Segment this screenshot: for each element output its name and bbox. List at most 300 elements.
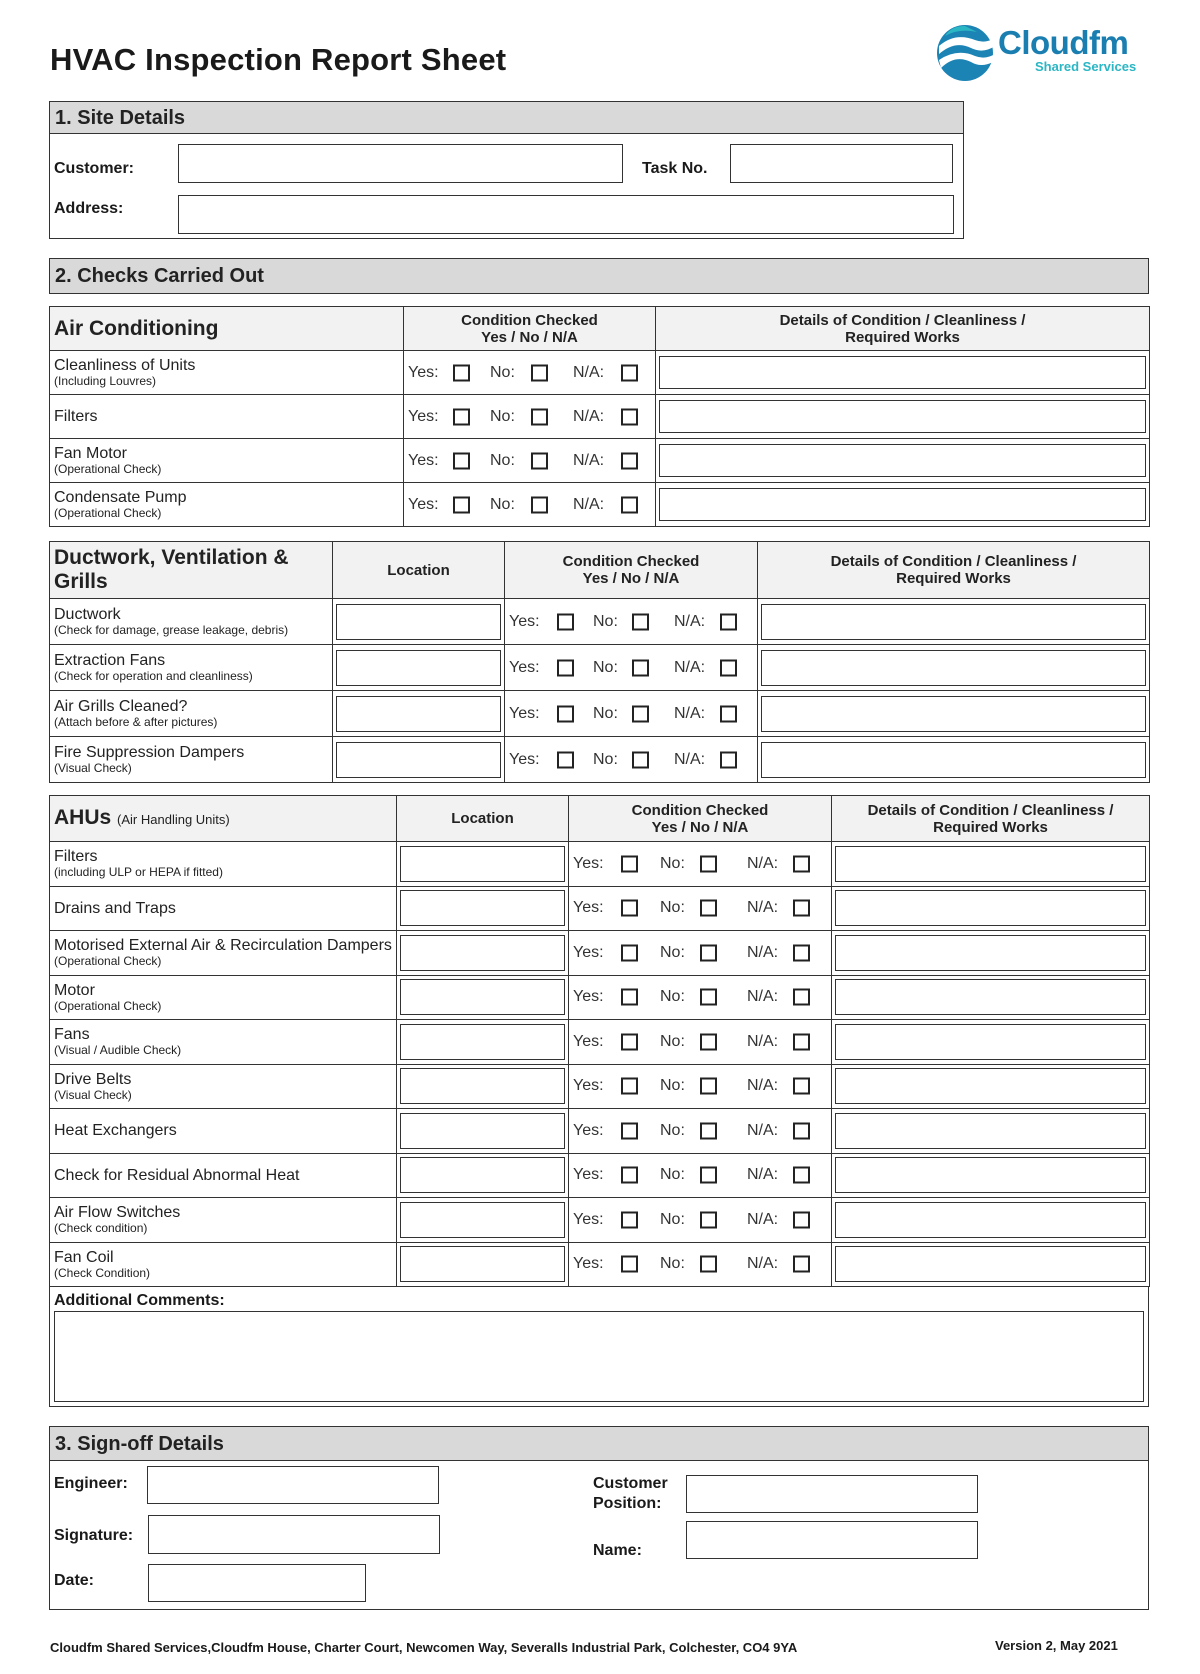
no-checkbox[interactable] [700,1167,717,1184]
condition-cell [569,1153,832,1198]
item-note: (Operational Check) [54,506,162,520]
item-name: Condensate Pump [54,489,187,506]
ductwork-title-line1: Ductwork, Ventilation & [54,546,289,569]
na-checkbox[interactable] [621,496,638,513]
no-label: No: [490,363,515,381]
item-label-cell [50,439,404,483]
no-checkbox[interactable] [531,364,548,381]
details-header-line1: Details of Condition / Cleanliness / [830,553,1077,570]
na-label: N/A: [573,451,605,469]
location-field[interactable] [400,979,565,1015]
item-name: Air Grills Cleaned? [54,698,188,715]
na-label: N/A: [747,1032,779,1050]
yes-label: Yes: [573,988,604,1006]
yes-checkbox[interactable] [621,900,638,917]
table-row [50,842,1150,887]
ductwork-title-line2: Grills [54,570,108,593]
yes-label: Yes: [573,1077,604,1095]
signoff-heading: 3. Sign-off Details [50,1427,1148,1461]
ahu-title-note: (Air Handling Units) [117,811,230,827]
task-no-label: Task No. [642,160,708,177]
details-field[interactable] [835,1202,1146,1238]
date-label: Date: [54,1572,95,1589]
condition-cell [404,483,656,527]
details-header-line1: Details of Condition / Cleanliness / [779,311,1026,329]
details-field-cell [832,975,1150,1020]
location-field-cell [397,1198,569,1243]
item-label-cell [50,351,404,395]
yes-label: Yes: [573,1210,604,1228]
yes-checkbox[interactable] [621,1167,638,1184]
ahu-table [49,795,1150,1287]
no-label: No: [490,495,515,513]
yes-checkbox[interactable] [557,751,574,768]
condition-cell [569,1064,832,1109]
location-field[interactable] [400,1113,565,1149]
no-checkbox[interactable] [700,1122,717,1139]
yes-label: Yes: [573,1121,604,1139]
location-field-cell [397,1109,569,1154]
no-checkbox[interactable] [632,613,649,630]
location-field-cell [397,1153,569,1198]
location-field[interactable] [400,1202,565,1238]
location-field-cell [333,691,505,737]
no-label: No: [593,612,618,630]
name-field[interactable] [686,1521,978,1559]
customer-position-label [593,1474,668,1514]
details-field[interactable] [659,444,1146,477]
na-checkbox[interactable] [720,751,737,768]
condition-cell [569,1020,832,1065]
no-label: No: [660,1121,685,1139]
item-name: Air Flow Switches [54,1204,181,1222]
item-note: (Operational Check) [54,462,162,476]
checks-section-header [49,258,1149,294]
yes-label: Yes: [408,363,439,381]
no-checkbox[interactable] [700,989,717,1006]
item-name: Motor [54,981,95,999]
ahu-title [50,796,397,842]
details-field[interactable] [659,488,1146,521]
condition-checked-header [505,542,758,599]
na-checkbox[interactable] [793,1211,810,1228]
signature-label: Signature: [54,1527,134,1544]
condition-cell [505,599,758,645]
item-label-cell [50,842,397,887]
location-field[interactable] [336,650,501,686]
yes-checkbox[interactable] [621,1211,638,1228]
yes-checkbox[interactable] [453,452,470,469]
no-label: No: [660,1077,685,1095]
item-note: (Visual Check) [54,1087,132,1102]
details-field-cell [832,931,1150,976]
na-checkbox[interactable] [720,659,737,676]
no-label: No: [660,854,685,872]
no-label: No: [660,1255,685,1273]
details-field[interactable] [659,356,1146,389]
na-label: N/A: [573,363,605,381]
yes-checkbox[interactable] [621,944,638,961]
item-name: Cleanliness of Units [54,357,196,374]
ahu-title-text: AHUs [54,805,112,829]
na-label: N/A: [747,1255,779,1273]
condition-cell [505,691,758,737]
ductwork-title [50,542,333,599]
no-label: No: [593,704,618,722]
item-name: Ductwork [54,606,121,623]
location-field[interactable] [400,1157,565,1193]
air-conditioning-table [49,306,1150,527]
condition-checked-header [569,796,832,842]
no-label: No: [593,658,618,676]
location-field[interactable] [336,604,501,640]
yes-checkbox[interactable] [621,1078,638,1095]
yes-checkbox[interactable] [621,855,638,872]
item-name: Fans [54,1026,90,1044]
site-details-heading: 1. Site Details [50,102,963,134]
table-row [50,737,1150,783]
no-label: No: [660,943,685,961]
additional-comments-section [49,1286,1149,1407]
no-checkbox[interactable] [531,408,548,425]
location-field[interactable] [400,1024,565,1060]
item-name: Heat Exchangers [54,1122,177,1140]
site-details-section [49,101,964,239]
na-checkbox[interactable] [621,408,638,425]
no-checkbox[interactable] [700,1078,717,1095]
details-field[interactable] [835,979,1146,1015]
condition-cell [569,1198,832,1243]
na-checkbox[interactable] [793,1122,810,1139]
na-label: N/A: [747,988,779,1006]
table-row [50,1242,1150,1287]
condition-cell [569,1242,832,1287]
na-label: N/A: [747,1210,779,1228]
table-row [50,886,1150,931]
details-field[interactable] [835,935,1146,971]
details-header [656,307,1150,351]
table-row [50,1109,1150,1154]
details-field[interactable] [761,696,1146,732]
na-checkbox[interactable] [793,1167,810,1184]
no-checkbox[interactable] [632,659,649,676]
location-field[interactable] [336,696,501,732]
na-label: N/A: [747,943,779,961]
na-checkbox[interactable] [793,855,810,872]
location-header: Location [397,796,569,842]
item-name: Drive Belts [54,1070,132,1088]
item-note: (Attach before & after pictures) [54,715,218,729]
location-header: Location [333,542,505,599]
yes-label: Yes: [573,1166,604,1184]
item-note: (including ULP or HEPA if fitted) [54,865,223,880]
location-field-cell [333,645,505,691]
yes-checkbox[interactable] [621,1033,638,1050]
address-label: Address: [54,200,124,217]
table-row [50,483,1150,527]
table-row [50,931,1150,976]
table-row [50,691,1150,737]
na-label: N/A: [674,658,706,676]
condition-header-line1: Condition Checked [631,801,769,819]
table-row [50,1153,1150,1198]
item-name: Fire Suppression Dampers [54,744,245,761]
na-checkbox[interactable] [793,900,810,917]
yes-checkbox[interactable] [557,613,574,630]
location-field-cell [333,737,505,783]
na-label: N/A: [747,1166,779,1184]
no-checkbox[interactable] [632,705,649,722]
item-note: (Visual Check) [54,761,132,775]
no-label: No: [490,407,515,425]
location-field[interactable] [400,1246,565,1282]
logo-name: Cloudfm [998,24,1129,61]
na-label: N/A: [674,750,706,768]
yes-checkbox[interactable] [621,989,638,1006]
yes-checkbox[interactable] [453,408,470,425]
yes-checkbox[interactable] [453,364,470,381]
details-field-cell [656,439,1150,483]
na-label: N/A: [674,704,706,722]
item-note: (Check for damage, grease leakage, debris) [54,623,289,637]
condition-cell [569,975,832,1020]
item-label-cell [50,1064,397,1109]
address-field[interactable] [178,195,954,234]
yes-label: Yes: [573,854,604,872]
yes-label: Yes: [573,943,604,961]
na-label: N/A: [747,1077,779,1095]
no-label: No: [490,451,515,469]
table-row [50,1020,1150,1065]
details-field-cell [832,1064,1150,1109]
na-checkbox[interactable] [793,1256,810,1273]
yes-checkbox[interactable] [557,705,574,722]
condition-cell [569,1109,832,1154]
no-label: No: [660,1210,685,1228]
no-checkbox[interactable] [531,496,548,513]
location-field-cell [397,1064,569,1109]
details-field-cell [832,886,1150,931]
details-header [832,796,1150,842]
item-name: Filters [54,848,98,866]
item-label-cell [50,691,333,737]
item-note: (Operational Check) [54,998,162,1013]
na-checkbox[interactable] [621,452,638,469]
yes-label: Yes: [573,899,604,917]
footer-address: Cloudfm Shared Services,Cloudfm House, Charter Court, Newcomen Way, Severalls Industrial Park, Colchester, CO4 9YA [50,1640,798,1655]
item-name: Extraction Fans [54,652,166,669]
details-field-cell [656,351,1150,395]
no-label: No: [660,1166,685,1184]
details-field-cell [832,1109,1150,1154]
table-row [50,645,1150,691]
na-label: N/A: [573,495,605,513]
condition-checked-header [404,307,656,351]
location-field[interactable] [400,935,565,971]
condition-cell [404,439,656,483]
yes-label: Yes: [509,612,540,630]
na-label: N/A: [747,1121,779,1139]
details-header-line1: Details of Condition / Cleanliness / [867,801,1114,819]
condition-cell [505,645,758,691]
yes-checkbox[interactable] [621,1122,638,1139]
item-label-cell [50,1198,397,1243]
details-field[interactable] [835,1024,1146,1060]
yes-label: Yes: [408,451,439,469]
no-checkbox[interactable] [700,1256,717,1273]
location-field[interactable] [400,1068,565,1104]
details-field-cell [832,1242,1150,1287]
details-field[interactable] [835,890,1146,926]
details-field[interactable] [835,1068,1146,1104]
details-field[interactable] [761,742,1146,778]
customer-position-line1: Customer [593,1475,668,1492]
no-checkbox[interactable] [700,1033,717,1050]
no-checkbox[interactable] [632,751,649,768]
engineer-label: Engineer: [54,1475,128,1492]
yes-label: Yes: [573,1255,604,1273]
item-name: Drains and Traps [54,899,176,917]
no-checkbox[interactable] [700,855,717,872]
yes-checkbox[interactable] [453,496,470,513]
item-note: (Check Condition) [54,1265,151,1280]
condition-cell [505,737,758,783]
no-label: No: [660,1032,685,1050]
checks-heading: 2. Checks Carried Out [50,259,1148,293]
condition-header-line2: Yes / No / N/A [651,818,749,836]
yes-checkbox[interactable] [557,659,574,676]
air-conditioning-title: Air Conditioning [50,307,404,351]
ductwork-table [49,541,1150,783]
details-header-line2: Required Works [933,818,1048,836]
item-label-cell [50,645,333,691]
condition-header-line1: Condition Checked [461,311,598,329]
location-field[interactable] [400,890,565,926]
item-label-cell [50,1020,397,1065]
additional-comments-field[interactable] [54,1311,1144,1402]
yes-label: Yes: [509,750,540,768]
location-field-cell [397,886,569,931]
signature-field[interactable] [148,1515,440,1554]
table-row [50,975,1150,1020]
item-note: (Operational Check) [54,954,162,969]
location-field-cell [397,931,569,976]
na-checkbox[interactable] [793,944,810,961]
signoff-section [49,1426,1149,1610]
footer-version: Version 2, May 2021 [995,1638,1118,1653]
details-field[interactable] [835,846,1146,882]
details-field-cell [758,599,1150,645]
item-label-cell [50,737,333,783]
na-checkbox[interactable] [720,613,737,630]
condition-cell [404,351,656,395]
details-field[interactable] [659,400,1146,433]
name-label: Name: [593,1542,642,1559]
item-label-cell [50,886,397,931]
item-label-cell [50,1242,397,1287]
date-field[interactable] [148,1564,366,1602]
no-checkbox[interactable] [700,944,717,961]
condition-cell [569,842,832,887]
na-checkbox[interactable] [720,705,737,722]
yes-label: Yes: [509,658,540,676]
details-field-cell [758,691,1150,737]
location-field-cell [397,1242,569,1287]
table-row [50,439,1150,483]
no-label: No: [660,899,685,917]
na-label: N/A: [573,407,605,425]
yes-checkbox[interactable] [621,1256,638,1273]
page-title: HVAC Inspection Report Sheet [50,42,507,77]
table-row [50,1198,1150,1243]
additional-comments-label: Additional Comments: [54,1292,225,1309]
customer-position-field[interactable] [686,1475,978,1513]
item-label-cell [50,599,333,645]
item-label-cell [50,975,397,1020]
details-field[interactable] [761,604,1146,640]
item-label-cell [50,931,397,976]
na-checkbox[interactable] [793,1078,810,1095]
table-row [50,599,1150,645]
yes-label: Yes: [573,1032,604,1050]
details-field-cell [832,1153,1150,1198]
no-checkbox[interactable] [700,900,717,917]
condition-header-line1: Condition Checked [562,553,700,570]
details-field[interactable] [835,1246,1146,1282]
item-name: Motorised External Air & Recirculation Dampers [54,937,392,955]
details-field[interactable] [835,1157,1146,1193]
item-note: (Including Louvres) [54,374,157,388]
no-checkbox[interactable] [531,452,548,469]
location-field[interactable] [336,742,501,778]
na-checkbox[interactable] [793,989,810,1006]
details-field[interactable] [761,650,1146,686]
na-checkbox[interactable] [621,364,638,381]
customer-label: Customer: [54,160,135,177]
yes-label: Yes: [408,495,439,513]
table-row [50,1064,1150,1109]
item-label-cell [50,483,404,527]
item-name: Fan Coil [54,1248,114,1266]
cloudfm-swirl-icon [935,22,997,82]
details-field-cell [656,483,1150,527]
item-label-cell [50,1153,397,1198]
details-field-cell [832,1198,1150,1243]
details-field-cell [832,842,1150,887]
na-label: N/A: [747,899,779,917]
details-field-cell [758,737,1150,783]
details-field[interactable] [835,1113,1146,1149]
location-field-cell [397,975,569,1020]
no-label: No: [593,750,618,768]
na-checkbox[interactable] [793,1033,810,1050]
customer-field[interactable] [178,144,623,183]
location-field[interactable] [400,846,565,882]
no-checkbox[interactable] [700,1211,717,1228]
engineer-field[interactable] [147,1466,439,1504]
details-header [758,542,1150,599]
task-no-field[interactable] [730,144,953,183]
cloudfm-logo [935,22,1150,84]
item-label-cell [50,395,404,439]
no-label: No: [660,988,685,1006]
condition-cell [569,931,832,976]
location-field-cell [333,599,505,645]
customer-position-line2: Position: [593,1495,662,1512]
location-field-cell [397,1020,569,1065]
yes-label: Yes: [408,407,439,425]
location-field-cell [397,842,569,887]
